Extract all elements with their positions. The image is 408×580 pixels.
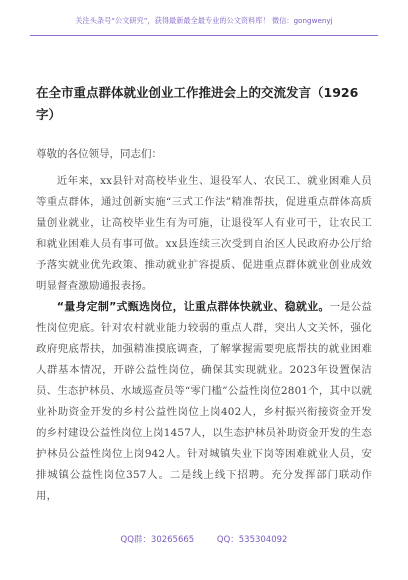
- section-body: 一是公益性岗位兜底。针对农村就业能力较弱的重点人群，突出人文关怀，强化政府兜底帮扶，加强精准摸底调查，了解掌握需要兜底帮扶的就业困难人群基本情况，开辟公益性岗位，确保其实现就业。2023年设置保洁员、生态护林员、水域巡查员等“零门槛”公益性岗位2801个，其中以就业补助资金开发的乡村公益性岗位上岗402人，乡村振兴衔接资金开发的乡村建设公益性岗位上岗1457人，以生态护林员补助资金开发的生态护林员公益性岗位上岗942人。针对城镇失业下岗等困难就业人员，安排城镇公益性岗位357人。二是线上线下招聘。充分发挥部门联动作用，: [36, 301, 372, 502]
- footer-qq: QQ：535304092: [216, 535, 288, 545]
- header-divider: [30, 35, 378, 36]
- section-heading: “量身定制”式甄选岗位，让重点群体快就业、稳就业。: [56, 300, 330, 313]
- document-title: 在全市重点群体就业创业工作推进会上的交流发言（1926字）: [36, 85, 359, 122]
- salutation: 尊敬的各位领导，同志们：: [36, 148, 162, 160]
- paragraph-section-one: [36, 296, 372, 507]
- footer-contact: [0, 533, 408, 545]
- footer-qq-group: QQ群：30265665: [120, 535, 195, 545]
- header-banner: 关注头条号“公文研究”，获得最新最全最专业的公文资料库！ 微信：gongwenyj: [75, 16, 333, 25]
- paragraph-intro: 近年来，xx县针对高校毕业生、退役军人、农民工、就业困难人员等重点群体，通过创新实施“三式工作法”精准帮扶，促进重点群体高质量创业就业，让高校毕业生有为可施，让退役军人有业可干，让农民工和就业困难人员有事可做。xx县连续三次受到自治区人民政府办公厅给予落实就业优先政策、推动就业扩容提质、促进重点群体就业创业成效明显督查激励通报表扬。: [36, 175, 372, 292]
